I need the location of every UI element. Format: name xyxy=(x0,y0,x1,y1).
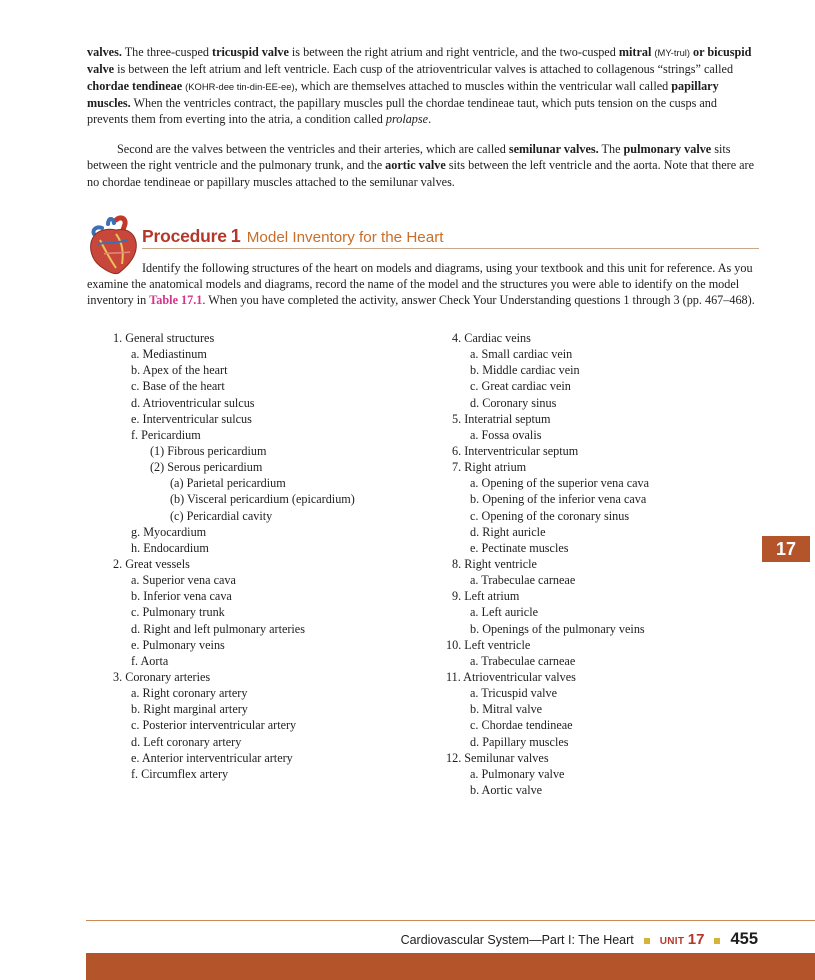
list-item: c. Base of the heart xyxy=(131,379,225,394)
list-item: f. Aorta xyxy=(131,653,169,668)
square-bullet-icon xyxy=(714,938,720,944)
list-item: (2) Serous pericardium xyxy=(150,460,263,475)
list-item: e. Anterior interventricular artery xyxy=(131,750,293,765)
procedure-number: 1 xyxy=(230,226,241,246)
list-item: a. Tricuspid valve xyxy=(470,686,558,701)
list-item: b. Mitral valve xyxy=(470,702,543,717)
procedure-label: Procedure xyxy=(142,226,227,246)
term-tricuspid-valve: tricuspid valve xyxy=(212,45,289,59)
list-item: f. Circumflex artery xyxy=(131,766,229,781)
list-item: f. Pericardium xyxy=(131,427,201,442)
list-item: a. Trabeculae carneae xyxy=(470,573,576,588)
list-item: h. Endocardium xyxy=(131,540,209,555)
page-footer xyxy=(86,922,815,952)
list-item: a. Pulmonary valve xyxy=(470,766,565,781)
chapter-tab: 17 xyxy=(762,536,810,562)
footer-rule xyxy=(86,920,815,921)
list-item: 6. Interventricular septum xyxy=(452,443,579,458)
list-item: b. Right marginal artery xyxy=(131,702,248,717)
list-item: a. Small cardiac vein xyxy=(470,347,573,362)
list-item: b. Opening of the inferior vena cava xyxy=(470,492,647,507)
list-item: 1. General structures xyxy=(113,331,215,345)
term-mitral: mitral xyxy=(618,45,652,59)
list-item: b. Apex of the heart xyxy=(131,363,228,378)
body-paragraph-valves: valves. The three-cusped tricuspid valve is between the right atrium and right ventricle, and the two-cusped mitral (MY-trul) or bicuspid valve is between the left atrium and left ventricle. Each cusp of the atrioventricular valves is attached to collagenous “strings” called chordae tendineae (KOHR-dee tin-din-EE-ee), which are themselves attached to muscles within the ventricular wall called papillary muscles. When the ventricles contract, the papillary muscles pull the chordae tendineae taut, which puts tension on the cusps and prevents them from everting into the atria, a condition called prolapse. xyxy=(87,45,752,127)
body-paragraph-semilunar: Second are the valves between the ventricles and their arteries, which are called semilunar valves. The pulmonary valve sits between the right ventricle and the pulmonary trunk, and the aortic valve sits between the left ventricle and the aorta. Note that there are no chordae tendineae or papillary muscles attached to the semilunar valves. xyxy=(87,142,755,189)
term-aortic-valve: aortic valve xyxy=(385,158,446,173)
page-number: 455 xyxy=(730,930,758,948)
list-item: (c) Pericardial cavity xyxy=(170,508,273,523)
list-item: 12. Semilunar valves xyxy=(446,750,549,765)
list-item: a. Left auricle xyxy=(470,605,539,620)
footer-bar xyxy=(86,953,815,980)
unit-label: UNIT xyxy=(659,936,685,947)
list-item: d. Right and left pulmonary arteries xyxy=(131,621,305,636)
term-bicuspid-valve: or bicuspid valve xyxy=(87,45,752,77)
list-item: a. Superior vena cava xyxy=(131,573,236,588)
structure-list-column-2 xyxy=(446,330,650,798)
unit-number: 17 xyxy=(687,931,705,948)
procedure-instructions: Identify the following structures of the heart on models and diagrams, using your textbook and this unit for reference. As you examine the anatomical models and diagrams, record the name of the model and the structures you were able to identify on the model inventory in Table 17.1. When you have completed the activity, answer Check Your Understanding questions 1 through 3 (pp. 467–468). xyxy=(87,261,755,308)
procedure-divider xyxy=(142,248,759,249)
list-item: (1) Fibrous pericardium xyxy=(150,443,267,458)
term-prolapse: prolapse xyxy=(385,112,429,127)
square-bullet-icon xyxy=(644,938,650,944)
list-item: b. Aortic valve xyxy=(470,782,543,797)
list-item: 4. Cardiac veins xyxy=(452,331,531,345)
list-item: c. Posterior interventricular artery xyxy=(131,718,297,733)
list-item: a. Right coronary artery xyxy=(131,686,248,701)
list-item: 7. Right atrium xyxy=(452,460,527,475)
footer-title: Cardiovascular System—Part I: The Heart xyxy=(400,933,634,947)
list-item: 9. Left atrium xyxy=(452,589,520,604)
list-item: b. Inferior vena cava xyxy=(131,589,232,604)
table-reference-link[interactable]: Table 17.1 xyxy=(149,293,203,308)
list-item: e. Pectinate muscles xyxy=(470,540,569,555)
list-item: e. Pulmonary veins xyxy=(131,637,225,652)
list-item: d. Left coronary artery xyxy=(131,734,242,749)
list-item: 3. Coronary arteries xyxy=(113,669,211,684)
list-item: c. Chordae tendineae xyxy=(470,718,573,733)
list-item: a. Mediastinum xyxy=(131,347,207,362)
procedure-heading xyxy=(142,226,443,247)
list-item: d. Right auricle xyxy=(470,524,546,539)
list-item: 8. Right ventricle xyxy=(452,556,537,571)
list-item: a. Fossa ovalis xyxy=(470,427,542,442)
list-item: 5. Interatrial septum xyxy=(452,411,551,426)
list-item: (b) Visceral pericardium (epicardium) xyxy=(170,492,355,507)
list-item: e. Interventricular sulcus xyxy=(131,411,252,426)
list-item: d. Atrioventricular sulcus xyxy=(131,395,255,410)
term-pulmonary-valve: pulmonary valve xyxy=(623,142,712,156)
list-item: g. Myocardium xyxy=(131,524,207,539)
structure-list-column-1 xyxy=(113,330,355,782)
list-item: c. Great cardiac vein xyxy=(470,379,571,394)
pronunciation-mitral: (MY-trul) xyxy=(654,47,690,58)
term-semilunar-valves: semilunar valves. xyxy=(508,142,599,156)
list-item: c. Opening of the coronary sinus xyxy=(470,508,630,523)
list-item: a. Opening of the superior vena cava xyxy=(470,476,650,491)
list-item: 10. Left ventricle xyxy=(446,637,531,652)
list-item: d. Papillary muscles xyxy=(470,734,569,749)
term-chordae-tendineae: chordae tendineae xyxy=(87,78,183,93)
list-item: b. Openings of the pulmonary veins xyxy=(470,621,645,636)
list-item: a. Trabeculae carneae xyxy=(470,653,576,668)
procedure-title: Model Inventory for the Heart xyxy=(246,229,444,246)
term-papillary-muscles: papillary muscles. xyxy=(87,78,719,110)
list-item: (a) Parietal pericardium xyxy=(170,476,286,491)
list-item: d. Coronary sinus xyxy=(470,395,557,410)
list-item: c. Pulmonary trunk xyxy=(131,605,225,620)
pronunciation-chordae: (KOHR-dee tin-din-EE-ee) xyxy=(185,80,295,92)
footer-text xyxy=(401,930,758,949)
list-item: 11. Atrioventricular valves xyxy=(446,669,576,684)
list-item: b. Middle cardiac vein xyxy=(470,363,580,378)
list-item: 2. Great vessels xyxy=(113,556,190,571)
